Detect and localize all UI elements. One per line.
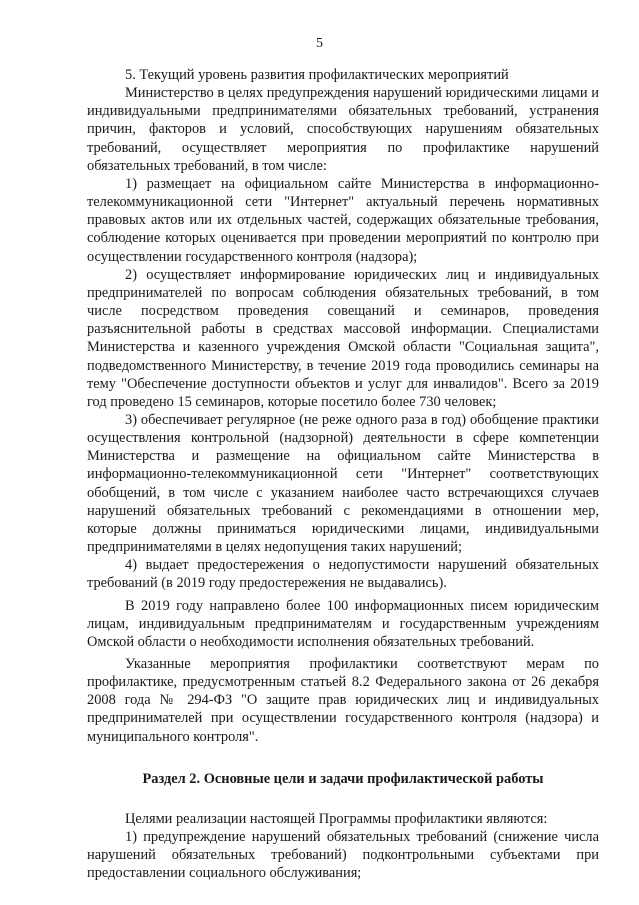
intro-paragraph: Министерство в целях предупреждения нарушений юридическими лицами и индивидуальными предпринимателями обязательных требований, устранения причин, факторов и условий, способствующих нарушениям обязательных требований, осуществляет мероприятия по профилактике нарушений обязательных требований, в том числе: [87, 85, 599, 174]
list-item-2: 2) осуществляет информирование юридических лиц и индивидуальных предпринимателей по вопросам соблюдения обязательных требований, в том числе посредством проведения совещаний и семинаров, проведения разъяснительной работы в средствах массовой информации. Специалистами Министерства и казенного учреждения Омской области "Социальная защита", подведомственного Министерству, в течение 2019 года проводились семинары на тему "Обеспечение доступности объектов и услуг для инвалидов". Всего за 2019 год проведено 15 семинаров, которые посетило более 730 человек; [87, 266, 599, 410]
law-reference-paragraph: Указанные мероприятия профилактики соответствуют мерам по профилактике, предусмотренным статьей 8.2 Федерального закона от 26 декабря 2008 года № 294-ФЗ "О защите прав юридических лиц и индивидуальных предпринимателей при осуществлении государственного контроля (надзора) и муниципального контроля". [87, 656, 599, 745]
goal-item-1: 1) предупреждение нарушений обязательных требований (снижение числа нарушений обязательных требований) подконтрольными субъектами при предоставлении социального обслуживания; [87, 829, 599, 882]
subsection-title: 5. Текущий уровень развития профилактических мероприятий [125, 67, 509, 83]
list-item-3: 3) обеспечивает регулярное (не реже одного раза в год) обобщение практики осуществления контрольной (надзорной) деятельности в сфере компетенции Министерства и размещение на официальном сайте Министерства в информационно-телекоммуникационной сети "Интернет" соответствующих обобщений, в том числе с указанием наиболее часто встречающихся случаев нарушений обязательных требований с рекомендациями в отношении мер, которые должны приниматься юридическими лицами, индивидуальными предпринимателями в целях недопущения таких нарушений; [87, 411, 599, 556]
list-item-1: 1) размещает на официальном сайте Министерства в информационно-телекоммуникационной сети "Интернет" актуальный перечень нормативных правовых актов или их отдельных частей, содержащих обязательные требования, соблюдение которых оценивается при проведении мероприятий по контролю при осуществлении государственного контроля (надзора); [87, 175, 599, 265]
section-heading: Раздел 2. Основные цели и задачи профилактической работы [142, 770, 544, 787]
list-item-4: 4) выдает предостережения о недопустимости нарушений обязательных требований (в 2019 году предостережения не выдавались). [87, 557, 599, 592]
goals-intro: Целями реализации настоящей Программы профилактики являются: [125, 810, 548, 827]
document-body [87, 66, 599, 883]
letters-paragraph: В 2019 году направлено более 100 информационных писем юридическим лицам, индивидуальным предпринимателям и государственным учреждениям Омской области о необходимости исполнения обязательных требований. [87, 597, 599, 650]
page-number: 5 [316, 36, 323, 51]
